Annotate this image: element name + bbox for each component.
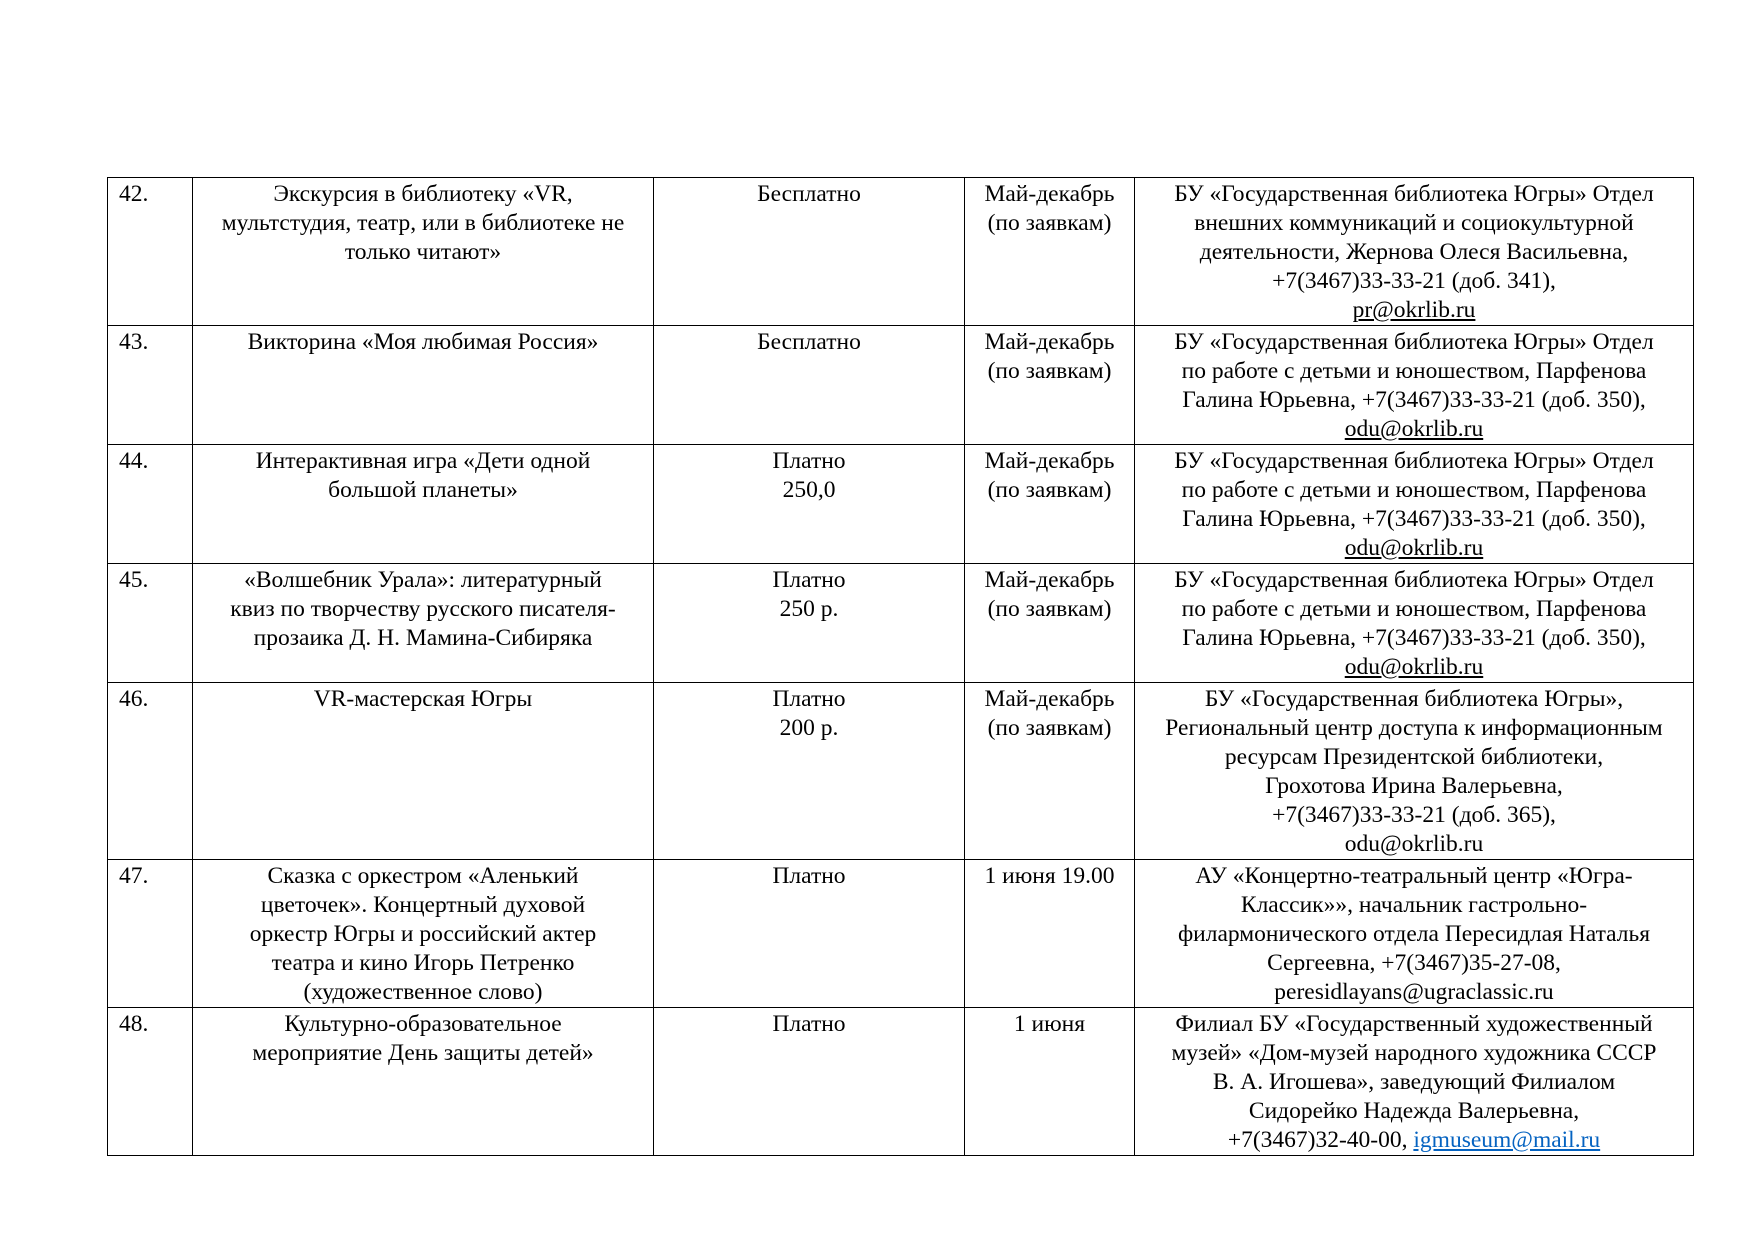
event-title-line: квиз по творчеству русского писателя- — [230, 596, 616, 622]
event-price-line: Платно — [772, 1011, 846, 1037]
table-row — [108, 1008, 1694, 1156]
event-contact — [1135, 860, 1694, 1008]
event-title-line: Экскурсия в библиотеку «VR, — [273, 181, 573, 207]
contact-line: Филиал БУ «Государственный художественный — [1175, 1011, 1653, 1037]
contact-line: по работе с детьми и юношеством, Парфенова — [1181, 477, 1647, 503]
row-number: 45. — [108, 564, 193, 683]
contact-line: peresidlayans@ugraclassic.ru — [1274, 979, 1554, 1005]
event-title-line: Интерактивная игра «Дети одной — [255, 448, 591, 474]
event-date — [965, 1008, 1135, 1156]
contact-line: Классик»», начальник гастрольно- — [1240, 892, 1588, 918]
event-title-line: мультстудия, театр, или в библиотеке не — [221, 210, 625, 236]
event-date — [965, 445, 1135, 564]
events-table-body — [108, 178, 1694, 1156]
contact-line: odu@okrlib.ru — [1344, 831, 1484, 857]
contact-line: филармонического отдела Пересидлая Наталья — [1177, 921, 1651, 947]
event-contact — [1135, 445, 1694, 564]
event-date-line: (по заявкам) — [987, 210, 1112, 236]
contact-line: +7(3467)33-33-21 (доб. 365), — [1272, 802, 1556, 828]
row-number: 48. — [108, 1008, 193, 1156]
event-title — [193, 683, 654, 860]
event-price — [654, 860, 965, 1008]
event-title-line: прозаика Д. Н. Мамина-Сибиряка — [253, 625, 593, 651]
event-price-line: Платно — [772, 686, 846, 712]
row-number: 44. — [108, 445, 193, 564]
event-date — [965, 178, 1135, 326]
contact-line: по работе с детьми и юношеством, Парфенова — [1181, 358, 1647, 384]
event-title-line: театра и кино Игорь Петренко — [271, 950, 575, 976]
table-row — [108, 445, 1694, 564]
contact-line: по работе с детьми и юношеством, Парфенова — [1181, 596, 1647, 622]
event-date — [965, 326, 1135, 445]
event-date-line: 1 июня — [1013, 1011, 1086, 1037]
contact-line: Грохотова Ирина Валерьевна, — [1265, 773, 1563, 799]
event-price — [654, 445, 965, 564]
event-price — [654, 326, 965, 445]
event-price-line: 200 р. — [779, 715, 839, 741]
event-date-line: Май-декабрь — [984, 686, 1115, 712]
event-date-line: Май-декабрь — [984, 567, 1115, 593]
event-title-line: цветочек». Концертный духовой — [260, 892, 586, 918]
event-contact — [1135, 564, 1694, 683]
event-price — [654, 564, 965, 683]
event-title-line: большой планеты» — [328, 477, 518, 503]
events-table — [107, 177, 1694, 1156]
contact-line: В. А. Игошева», заведующий Филиалом — [1212, 1069, 1616, 1095]
contact-email-link[interactable]: odu@okrlib.ru — [1344, 535, 1484, 561]
event-date-line: (по заявкам) — [987, 596, 1112, 622]
event-title — [193, 860, 654, 1008]
table-row — [108, 683, 1694, 860]
event-title-line: только читают» — [344, 239, 502, 265]
event-contact — [1135, 326, 1694, 445]
table-row — [108, 326, 1694, 445]
contact-line: БУ «Государственная библиотека Югры», — [1204, 686, 1624, 712]
contact-line: БУ «Государственная библиотека Югры» Отдел — [1174, 329, 1654, 355]
event-title — [193, 178, 654, 326]
event-date-line: (по заявкам) — [987, 477, 1112, 503]
event-price-line: Бесплатно — [757, 181, 861, 207]
event-date-line: 1 июня 19.00 — [984, 863, 1115, 889]
event-date — [965, 683, 1135, 860]
contact-line: ресурсам Президентской библиотеки, — [1224, 744, 1604, 770]
event-price-line: Платно — [772, 567, 846, 593]
event-price-line: 250,0 — [782, 477, 836, 503]
event-title-line: оркестр Югры и российский актер — [249, 921, 597, 947]
event-title-line: мероприятие День защиты детей» — [252, 1040, 594, 1066]
event-title-line: (художественное слово) — [303, 979, 543, 1005]
event-price-line: Платно — [772, 448, 846, 474]
event-contact — [1135, 683, 1694, 860]
contact-line: Галина Юрьевна, +7(3467)33-33-21 (доб. 350), — [1182, 625, 1646, 651]
contact-line: Сидорейко Надежда Валерьевна, — [1248, 1098, 1580, 1124]
contact-email-link[interactable]: pr@okrlib.ru — [1352, 297, 1476, 323]
contact-line: Региональный центр доступа к информационным — [1165, 715, 1663, 741]
event-price — [654, 178, 965, 326]
contact-line: Галина Юрьевна, +7(3467)33-33-21 (доб. 350), — [1182, 506, 1646, 532]
contact-email-link[interactable]: odu@okrlib.ru — [1344, 416, 1484, 442]
event-price — [654, 1008, 965, 1156]
event-title — [193, 326, 654, 445]
event-date-line: Май-декабрь — [984, 448, 1115, 474]
event-price-line: 250 р. — [779, 596, 839, 622]
event-contact — [1135, 178, 1694, 326]
contact-line: БУ «Государственная библиотека Югры» Отдел — [1174, 181, 1654, 207]
contact-line: БУ «Государственная библиотека Югры» Отдел — [1174, 567, 1654, 593]
contact-line: БУ «Государственная библиотека Югры» Отдел — [1174, 448, 1654, 474]
table-row — [108, 564, 1694, 683]
contact-line: АУ «Концертно-театральный центр «Югра- — [1195, 863, 1633, 889]
contact-line: музей» «Дом-музей народного художника СССР — [1171, 1040, 1657, 1066]
row-number: 42. — [108, 178, 193, 326]
event-price — [654, 683, 965, 860]
event-date-line: Май-декабрь — [984, 181, 1115, 207]
event-title-line: VR-мастерская Югры — [313, 686, 533, 712]
event-date — [965, 564, 1135, 683]
event-date-line: (по заявкам) — [987, 715, 1112, 741]
contact-line: внешних коммуникаций и социокультурной — [1194, 210, 1634, 236]
event-title-line: Сказка с оркестром «Аленький — [267, 863, 579, 889]
event-date — [965, 860, 1135, 1008]
contact-line: деятельности, Жернова Олеся Васильевна, — [1199, 239, 1629, 265]
event-title-line: Культурно-образовательное — [284, 1011, 562, 1037]
table-row — [108, 860, 1694, 1008]
contact-email-link[interactable]: odu@okrlib.ru — [1344, 654, 1484, 680]
row-number: 47. — [108, 860, 193, 1008]
row-number: 46. — [108, 683, 193, 860]
contact-line: Сергеевна, +7(3467)35-27-08, — [1267, 950, 1561, 976]
event-title-line: Викторина «Моя любимая Россия» — [247, 329, 599, 355]
event-title-line: «Волшебник Урала»: литературный — [244, 567, 602, 593]
event-title — [193, 445, 654, 564]
event-price-line: Платно — [772, 863, 846, 889]
contact-line: +7(3467)33-33-21 (доб. 341), — [1272, 268, 1556, 294]
row-number: 43. — [108, 326, 193, 445]
event-price-line: Бесплатно — [757, 329, 861, 355]
table-row — [108, 178, 1694, 326]
event-contact — [1135, 1008, 1694, 1156]
contact-email-link[interactable]: igmuseum@mail.ru — [1413, 1127, 1601, 1153]
event-title — [193, 564, 654, 683]
event-date-line: (по заявкам) — [987, 358, 1112, 384]
event-date-line: Май-декабрь — [984, 329, 1115, 355]
event-title — [193, 1008, 654, 1156]
contact-line: Галина Юрьевна, +7(3467)33-33-21 (доб. 350), — [1182, 387, 1646, 413]
contact-phone: +7(3467)32-40-00, — [1227, 1127, 1414, 1153]
